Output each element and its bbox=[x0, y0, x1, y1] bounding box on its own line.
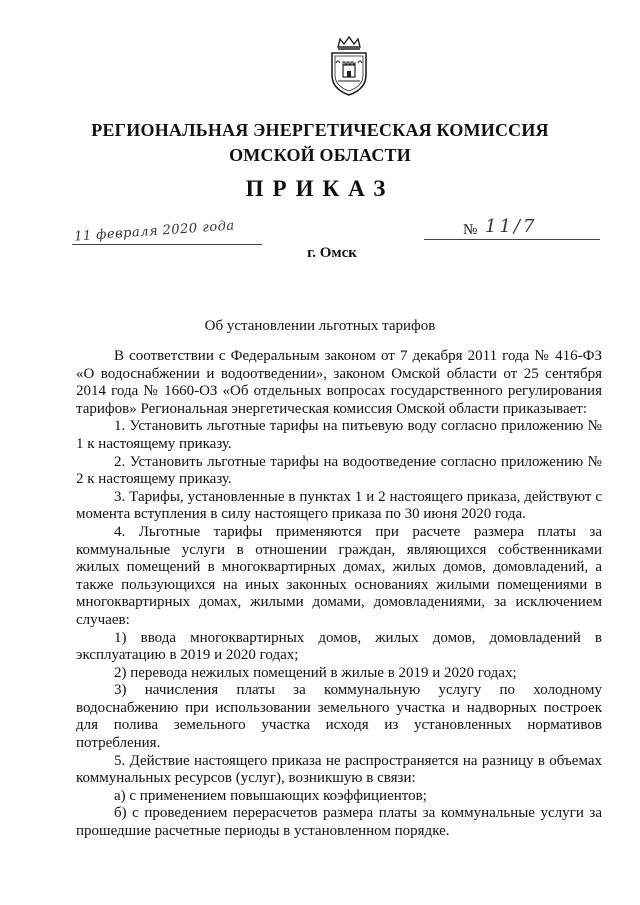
paragraph-subitem-5-b: б) с проведением перерасчетов размера платы за коммунальные услуги за прошедшие расчетные периоды в установленном порядке. bbox=[76, 805, 602, 840]
document-subject: Об установлении льготных тарифов bbox=[204, 318, 436, 334]
paragraph-subitem-4-1: 1) ввода многоквартирных домов, жилых домов, домовладений в эксплуатацию в 2019 и 2020 годах; bbox=[76, 629, 602, 664]
paragraph-subitem-4-2: 2) перевода нежилых помещений в жилые в 2019 и 2020 годах; bbox=[114, 664, 517, 681]
organization-line-2: ОМСКОЙ ОБЛАСТИ bbox=[229, 145, 411, 165]
paragraph-subitem-4-3: 3) начисления платы за коммунальную услугу по холодному водоснабжению при использовании земельного участка и надворных построек для полива земельного участка исходя из установленных нормативов потребления. bbox=[76, 682, 602, 752]
handwritten-number: 11/7 bbox=[485, 216, 538, 237]
handwritten-date: 11 февраля 2020 года bbox=[73, 218, 236, 245]
number-sign: № bbox=[463, 222, 478, 238]
document-type-title: ПРИКАЗ bbox=[245, 176, 395, 201]
paragraph-item-1: 1. Установить льготные тарифы на питьевую воду согласно приложению № 1 к настоящему приказу. bbox=[76, 418, 602, 452]
paragraph-subitem-5-a: а) с применением повышающих коэффициентов; bbox=[114, 787, 427, 804]
paragraph-item-5: 5. Действие настоящего приказа не распространяется на разницу в объемах коммунальных ресурсов (услуг), возникшую в связи: bbox=[76, 752, 602, 787]
paragraph-item-3: 3. Тарифы, установленные в пунктах 1 и 2 настоящего приказа, действуют с момента вступления в силу настоящего приказа по 30 июня 2020 года. bbox=[76, 488, 602, 523]
organization-line-1: РЕГИОНАЛЬНАЯ ЭНЕРГЕТИЧЕСКАЯ КОМИССИЯ bbox=[91, 120, 549, 140]
document-body bbox=[76, 348, 602, 841]
omsk-coat-of-arms-icon bbox=[326, 35, 372, 97]
number-underline bbox=[424, 239, 600, 240]
city-label: г. Омск bbox=[307, 245, 357, 261]
paragraph-item-2: 2. Установить льготные тарифы на водоотведение согласно приложению № 2 к настоящему приказу. bbox=[76, 453, 602, 488]
paragraph-preamble: В соответствии с Федеральным законом от 7 декабря 2011 года № 416-ФЗ «О водоснабжении и водоотведении», законом Омской области от 25 сентября 2014 года № 1660-ОЗ «Об отдельных вопросах государственного регулирования тарифов» Региональная энергетическая комиссия Омской области приказывает: bbox=[76, 348, 602, 417]
paragraph-item-4: 4. Льготные тарифы применяются при расчете размера платы за коммунальные услуги в отношении граждан, являющихся собственниками жилых помещений в многоквартирных домах, жилых домов, домовладений, а также пользующихся на иных законных основаниях жилыми помещениями в многоквартирных домах, жилыми домами, домовладениями, за исключением случаев: bbox=[76, 523, 602, 628]
organization-name bbox=[0, 118, 640, 168]
